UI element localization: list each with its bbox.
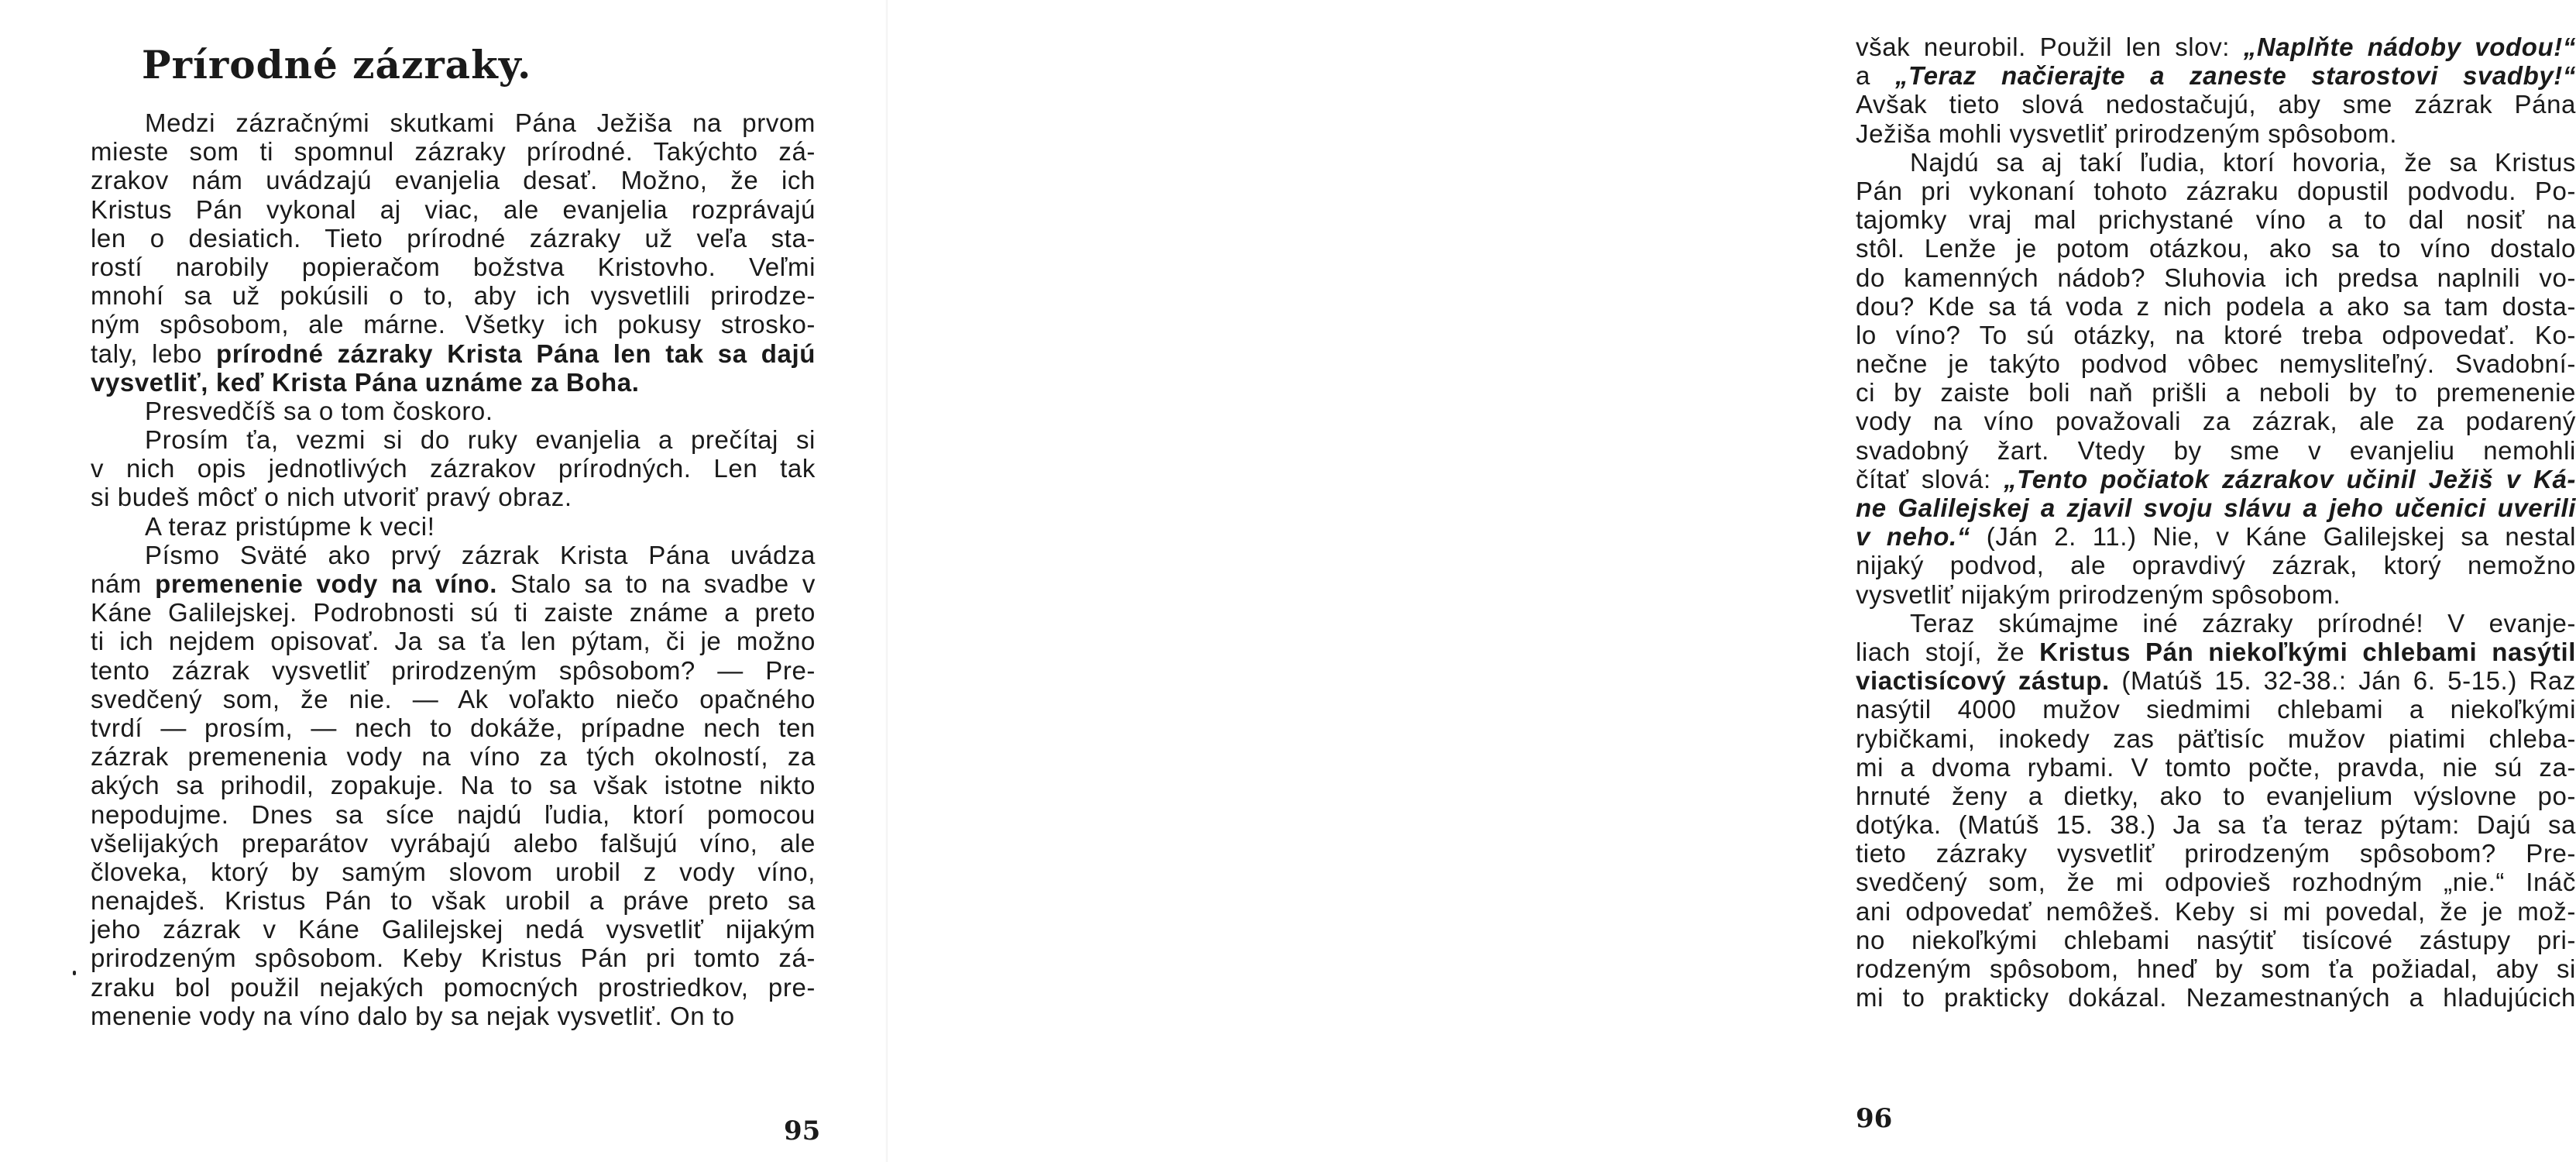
text-line [1856, 522, 2576, 551]
text-run: zázrak premenenia vody na víno za tých okolností, za [91, 742, 816, 772]
italic-quote: „Teraz načierajte a zaneste starostovi svadby!“ [1894, 61, 2576, 91]
text-line [91, 483, 816, 511]
text-run: svedčený som, že mi odpovieš rozhodným „nie.“ Ináč [1856, 868, 2576, 897]
text-run: tieto zázraky vysvetliť prirodzeným spôsobom? Pre- [1856, 839, 2576, 868]
text-run: dou? Kde sa tá voda z nich podela a ako sa tam dosta- [1856, 291, 2576, 321]
text-line [1856, 609, 2576, 638]
right-page [888, 0, 2576, 1162]
text-line [1856, 666, 2576, 695]
left-page [0, 0, 888, 1162]
text-line [1856, 90, 2576, 119]
text-line [91, 656, 816, 685]
text-run: Stalo sa to na svadbe v [497, 569, 816, 598]
text-run: tajomky vraj mal prichystané víno a to dal nosiť na [1856, 205, 2576, 235]
page-number-right: 96 [1856, 1103, 1893, 1134]
text-line [1856, 868, 2576, 896]
text-run: akých sa prihodil, zopakuje. Na to sa však istotne nikto [91, 771, 816, 800]
text-line [1856, 839, 2576, 868]
text-line [1856, 234, 2576, 263]
text-line [91, 886, 816, 915]
text-run: ani odpovedať nemôžeš. Keby si mi povedal, že je mož- [1856, 896, 2576, 926]
right-page-text [1856, 33, 2576, 1012]
page-number-left: 95 [784, 1116, 821, 1147]
text-line [1856, 378, 2576, 407]
text-run: hrnuté ženy a dietky, ako to evanjelium výslovne po- [1856, 781, 2576, 810]
bold-text: viactisícový zástup. [1856, 666, 2110, 696]
italic-quote: „Naplňte nádoby vodou!“ [2243, 33, 2576, 61]
text-line [91, 253, 816, 281]
text-run: dotýka. (Matúš 15. 38.) Ja sa ťa teraz pýtam: Dajú sa [1856, 810, 2576, 840]
text-line [1856, 205, 2576, 234]
text-run: vody na víno považovali za zázrak, ale za podarený [1856, 407, 2576, 436]
text-line [1856, 465, 2576, 493]
text-line [1856, 493, 2576, 522]
text-run: všelijakých preparátov vyrábajú alebo falšujú víno, ale [91, 828, 816, 858]
text-run: no niekoľkými chlebami nasýtiť tisícové zástupy pri- [1856, 925, 2576, 954]
text-line [1856, 580, 2576, 609]
text-run: nasýtil 4000 mužov siedmimi chlebami a niekoľkými [1856, 695, 2576, 724]
text-run: Avšak tieto slová nedostačujú, aby sme zázrak Pána [1856, 90, 2576, 119]
text-line [1856, 810, 2576, 839]
text-line [91, 627, 816, 655]
text-run: rodzeným spôsobom, hneď by som ťa požiadal, aby si [1856, 954, 2576, 983]
text-run: nijaký podvod, ale opravdivý zázrak, ktorý nemožno [1856, 551, 2576, 580]
text-run: nepodujme. Dnes sa síce najdú ľudia, ktorí pomocou [91, 799, 816, 829]
text-line [1856, 177, 2576, 205]
text-line [91, 771, 816, 799]
text-line [91, 281, 816, 310]
text-run: mnohí sa už pokúsili o to, aby ich vysvetlili prirodze- [91, 281, 816, 311]
text-run: nám [91, 569, 156, 598]
text-line [91, 829, 816, 858]
text-run: tento zázrak vysvetliť prirodzeným spôsobom? — Pre- [91, 655, 816, 685]
text-run: ci by zaiste boli naň prišli a neboli by to premenenie [1856, 378, 2576, 407]
text-line [91, 713, 816, 742]
text-run: prirodzeným spôsobom. Keby Kristus Pán pri tomto zá- [91, 944, 816, 973]
text-run: ným spôsobom, ale márne. Všetky ich pokusy strosko- [91, 310, 816, 339]
text-line [91, 541, 816, 569]
text-line [1856, 551, 2576, 579]
text-run: a [1856, 61, 1895, 91]
text-run: nečne je takýto podvod vôbec nemysliteľný. Svadobní- [1856, 349, 2576, 379]
text-line [91, 425, 816, 454]
text-line [91, 685, 816, 713]
text-line [1856, 119, 2576, 148]
text-line [1856, 638, 2576, 666]
bold-text: prírodné zázraky Krista Pána len tak sa dajú [215, 339, 816, 368]
text-line [91, 512, 816, 541]
text-run: Písmo Sväté ako prvý zázrak Krista Pána uvádza [145, 540, 816, 569]
text-run: Medzi zázračnými skutkami Pána Ježiša na prvom [145, 108, 816, 137]
ink-speck [73, 971, 76, 975]
text-line [91, 858, 816, 886]
text-run: ti ich nejdem opisovať. Ja sa ťa len pýtam, či je možno [91, 627, 816, 656]
text-line [91, 310, 816, 339]
text-line [1856, 926, 2576, 954]
text-line [1856, 983, 2576, 1012]
text-line [91, 195, 816, 224]
text-run: Kristus Pán vykonal aj viac, ale evanjelia rozprávajú [91, 194, 816, 224]
text-run: zraku bol použil nejakých pomocných prostriedkov, pre- [91, 972, 816, 1002]
text-line [1856, 782, 2576, 810]
text-run: lo víno? To sú otázky, na ktoré treba odpovedať. Ko- [1856, 320, 2576, 349]
text-run: Teraz skúmajme iné zázraky prírodné! V evanje- [1910, 608, 2576, 638]
text-run: menenie vody na víno dalo by sa nejak vysvetliť. On to [91, 1001, 735, 1030]
text-line [1856, 954, 2576, 983]
text-line [91, 454, 816, 483]
text-run: mieste som ti spomnul zázraky prírodné. Takýchto zá- [91, 137, 816, 167]
text-run: jeho zázrak v Káne Galilejskej nedá vysvetliť nijakým [91, 915, 816, 944]
text-line [1856, 407, 2576, 435]
italic-quote: „Tento počiatok zázrakov učinil Ježiš v Ká- [2004, 464, 2576, 493]
text-run: však neurobil. Použil len slov: [1856, 33, 2244, 61]
text-line [91, 397, 816, 425]
text-run: rostí narobily popieračom božstva Kristovho. Veľmi [91, 252, 816, 281]
text-run: zrakov nám uvádzajú evanjelia desať. Možno, že ich [91, 166, 816, 195]
text-line [1856, 349, 2576, 378]
text-line [91, 339, 816, 368]
bold-text: Kristus Pán niekoľkými chlebami nasýtil [2039, 637, 2576, 666]
text-run: svedčený som, že nie. — Ak voľakto niečo opačného [91, 684, 816, 713]
text-line [1856, 61, 2576, 90]
text-run: (Matúš 15. 32-38.: Ján 6. 5-15.) Raz [2109, 666, 2576, 696]
text-run: liach stojí, že [1856, 637, 2040, 666]
text-run: vysvetliť nijakým prirodzeným spôsobom. [1856, 579, 2341, 609]
text-line [1856, 33, 2576, 61]
text-line [91, 598, 816, 627]
text-line [91, 1002, 816, 1030]
text-run: rybičkami, inokedy zas päťtisíc mužov piatimi chleba- [1856, 724, 2576, 753]
text-run: tvrdí — prosím, — nech to dokáže, prípadne nech ten [91, 713, 816, 742]
text-line [91, 944, 816, 972]
text-run: taly, lebo [91, 339, 216, 368]
text-line [91, 224, 816, 253]
text-run: Pán pri vykonaní tohoto zázraku dopustil podvodu. Po- [1856, 176, 2576, 205]
text-run: človeka, ktorý by samým slovom urobil z vody víno, [91, 857, 816, 886]
text-line [91, 915, 816, 944]
text-line [1856, 148, 2576, 177]
text-line [1856, 695, 2576, 724]
left-page-text [91, 108, 816, 1030]
text-run: Presvedčíš sa o tom čoskoro. [145, 396, 493, 425]
text-line [1856, 263, 2576, 292]
text-run: Káne Galilejskej. Podrobnosti sú ti zaiste známe a preto [91, 598, 816, 627]
text-run: do kamenných nádob? Sluhovia ich predsa naplnili vo- [1856, 263, 2576, 292]
text-run: si budeš môcť o nich utvoriť pravý obraz. [91, 483, 572, 512]
text-line [91, 166, 816, 194]
text-line [91, 973, 816, 1002]
text-run: Ježiša mohli vysvetliť prirodzeným spôsobom. [1856, 119, 2398, 148]
bold-text: premenenie vody na víno. [155, 569, 498, 598]
text-line [1856, 436, 2576, 465]
text-line [1856, 321, 2576, 349]
text-run: stôl. Lenže je potom otázkou, ako sa to víno dostalo [1856, 234, 2576, 263]
text-line [91, 137, 816, 166]
chapter-title: Prírodné zázraky. [142, 42, 532, 88]
text-run: čítať slová: [1856, 464, 2004, 493]
text-line [1856, 897, 2576, 926]
text-line [1856, 292, 2576, 321]
text-line [91, 368, 816, 397]
text-line [1856, 753, 2576, 782]
text-line [1856, 724, 2576, 753]
text-run: Najdú sa aj takí ľudia, ktorí hovoria, že sa Kristus [1910, 147, 2576, 177]
text-run: len o desiatich. Tieto prírodné zázraky už veľa sta- [91, 223, 816, 253]
italic-quote: v neho.“ [1856, 522, 1970, 552]
text-run: (Ján 2. 11.) Nie, v Káne Galilejskej sa nestal [1970, 522, 2576, 552]
text-run: A teraz pristúpme k veci! [145, 511, 435, 541]
bold-text: vysvetliť, keď Krista Pána uznáme za Boha. [91, 367, 640, 397]
text-run: nenajdeš. Kristus Pán to však urobil a práve preto sa [91, 886, 816, 916]
italic-quote: ne Galilejskej a zjavil svoju slávu a jeho učenici uverili [1856, 493, 2576, 522]
text-line [91, 800, 816, 829]
text-run: v nich opis jednotlivých zázrakov prírodných. Len tak [91, 454, 816, 483]
text-line [91, 742, 816, 771]
text-line [91, 569, 816, 598]
text-run: mi a dvoma rybami. V tomto počte, pravda, nie sú za- [1856, 752, 2576, 782]
text-line [91, 108, 816, 137]
text-run: Prosím ťa, vezmi si do ruky evanjelia a prečítaj si [145, 425, 816, 455]
text-run: svadobný žart. Vtedy by sme v evanjeliu nemohli [1856, 435, 2576, 465]
text-run: mi to prakticky dokázal. Nezamestnaných a hladujúcich [1856, 983, 2576, 1012]
